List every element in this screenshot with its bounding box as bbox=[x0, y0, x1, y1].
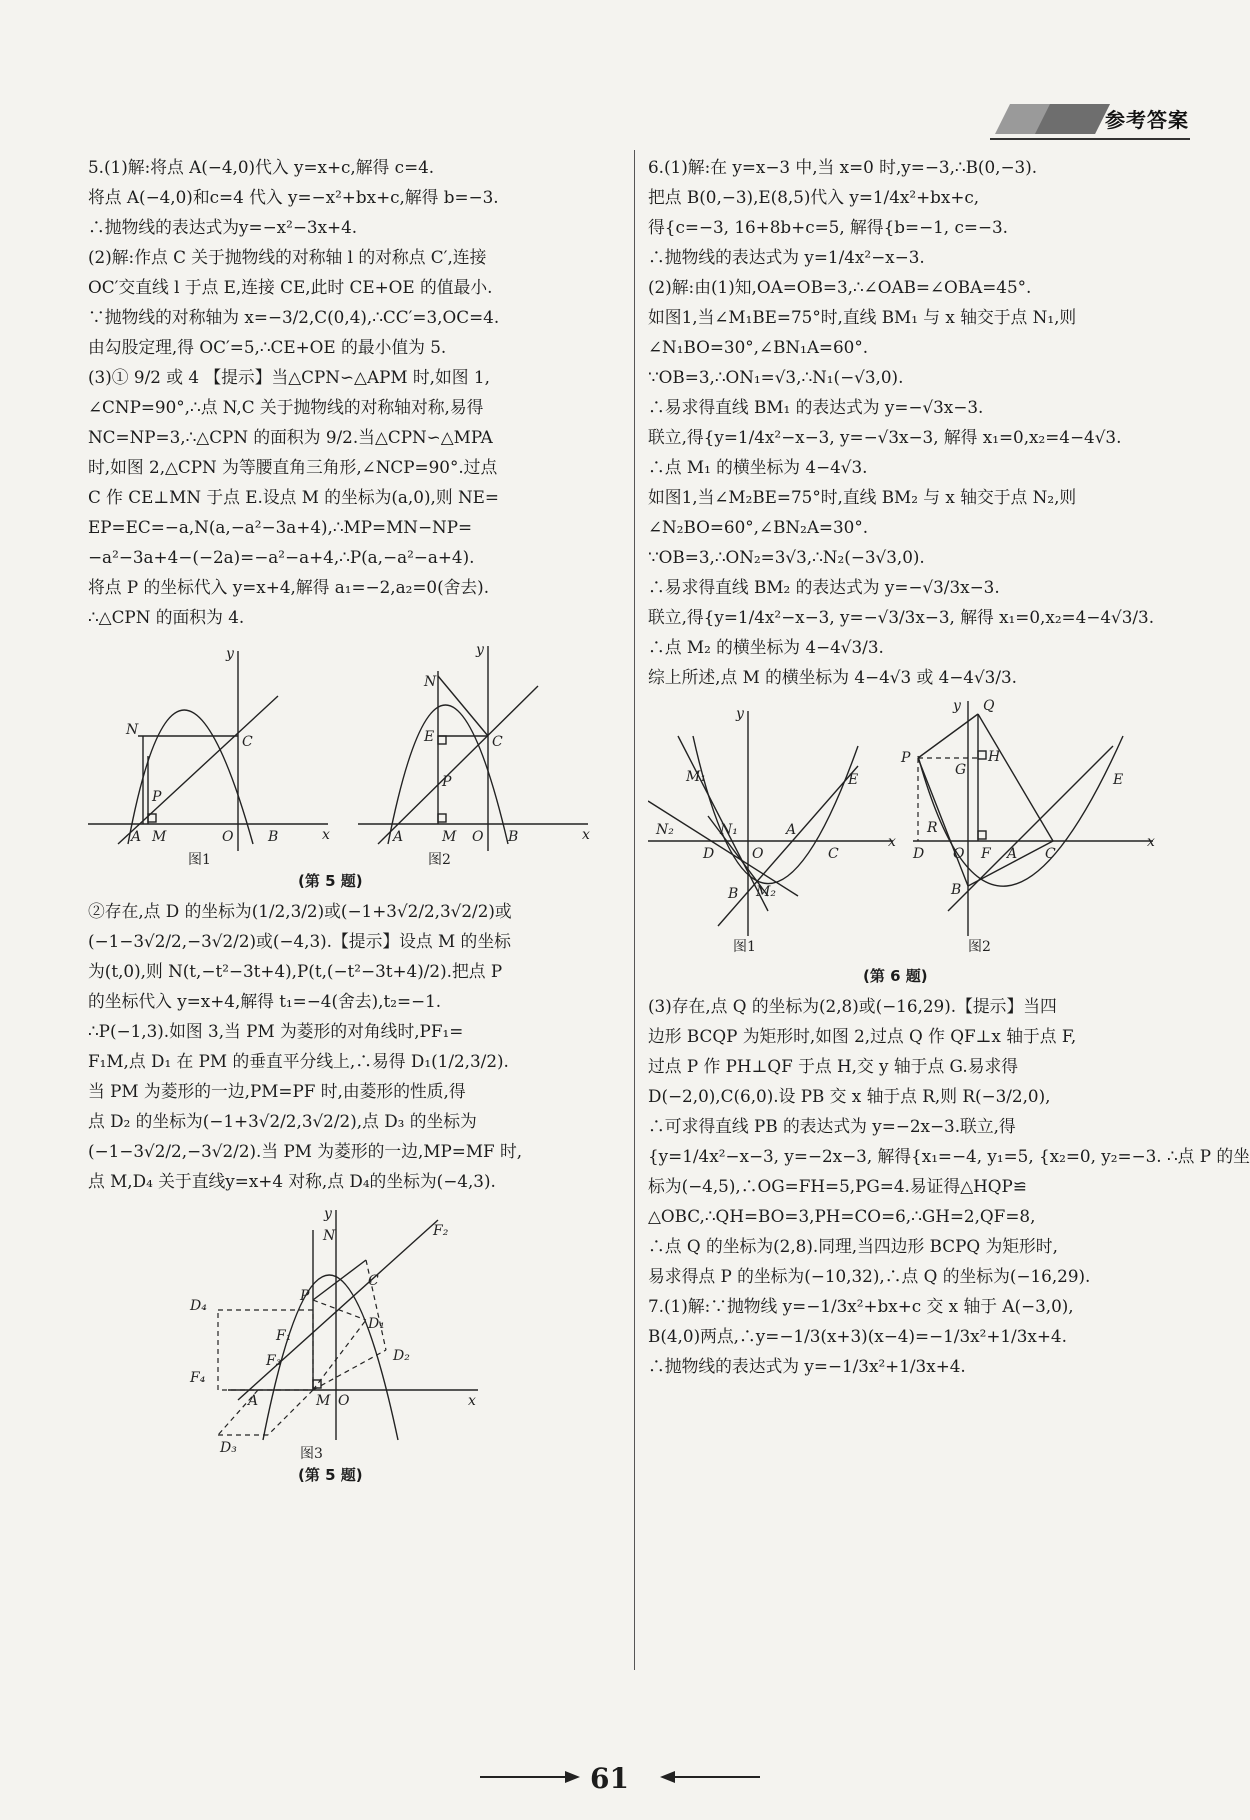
fig1-x-label: x bbox=[322, 827, 330, 843]
q6f1-D-label: D bbox=[703, 846, 715, 862]
q5-line: −a²−3a+4−(−2a)=−a²−a+4,∴P(a,−a²−a+4). bbox=[88, 547, 475, 567]
q5b-line: 为(t,0),则 N(t,−t²−3t+4),P(t,(−t²−3t+4)/2).把点 P bbox=[88, 961, 503, 981]
q5-line: ∴抛物线的表达式为y=−x²−3x+4. bbox=[88, 217, 358, 237]
fig2-P-label: P bbox=[442, 774, 452, 790]
fig3-O-label: O bbox=[338, 1393, 350, 1409]
fig1-B-label: B bbox=[268, 829, 279, 845]
fig2-B-label: B bbox=[508, 829, 519, 845]
header-rule bbox=[990, 138, 1190, 140]
fig3-F4-label: F₄ bbox=[190, 1370, 206, 1386]
q6b-line: 标为(−4,5),∴OG=FH=5,PG=4.易证得△HQP≌ bbox=[648, 1176, 1027, 1196]
fig3-x-label: x bbox=[468, 1393, 476, 1409]
fig3-C-label: C bbox=[368, 1273, 379, 1289]
q6-caption: (第 6 题) bbox=[863, 967, 928, 985]
q6-line: ∠N₂BO=60°,∠BN₂A=30°. bbox=[648, 517, 869, 537]
header-title: 参考答案 bbox=[1105, 108, 1189, 132]
page-number-ornament-left bbox=[480, 1770, 580, 1784]
q5-line: C 作 CE⊥MN 于点 E.设点 M 的坐标为(a,0),则 NE= bbox=[88, 487, 499, 507]
q5b-line: F₁M,点 D₁ 在 PM 的垂直平分线上,∴易得 D₁(1/2,3/2). bbox=[88, 1051, 509, 1071]
fig3-F3-label: F₃ bbox=[266, 1353, 282, 1369]
fig1-M-label: M bbox=[152, 829, 167, 845]
fig1-N-label: N bbox=[126, 722, 139, 738]
q6f1-B-label: B bbox=[728, 886, 739, 902]
left-column bbox=[88, 152, 628, 1490]
fig2-x-label: x bbox=[582, 827, 590, 843]
q5-line: 时,如图 2,△CPN 为等腰直角三角形,∠NCP=90°.过点 bbox=[88, 457, 498, 477]
fig3-M-label: M bbox=[316, 1393, 331, 1409]
q6-line: 综上所述,点 M 的横坐标为 4−4√3 或 4−4√3/3. bbox=[648, 667, 1018, 687]
q6b-line: D(−2,0),C(6,0).设 PB 交 x 轴于点 R,则 R(−3/2,0), bbox=[648, 1086, 1051, 1106]
q6-line: 联立,得{y=1/4x²−x−3, y=−√3x−3, 解得 x₁=0,x₂=4−4√3. bbox=[648, 427, 1122, 447]
q5b-line: ②存在,点 D 的坐标为(1/2,3/2)或(−1+3√2/2,3√2/2)或 bbox=[88, 901, 512, 921]
figure-1 bbox=[88, 651, 328, 851]
q6-line: ∴易求得直线 BM₂ 的表达式为 y=−√3/3x−3. bbox=[648, 577, 1000, 597]
q6f1-M1-label: M₁ bbox=[686, 769, 706, 785]
q5b-line: 的坐标代入 y=x+4,解得 t₁=−4(舍去),t₂=−1. bbox=[88, 991, 442, 1011]
q6f2-y-label: y bbox=[953, 698, 961, 714]
q6f1-C-label: C bbox=[828, 846, 839, 862]
q6f1-y-label: y bbox=[736, 706, 744, 722]
q6f2-O-label: O bbox=[953, 846, 965, 862]
fig2-A-label: A bbox=[393, 829, 404, 845]
q6f2-E-label: E bbox=[1113, 772, 1124, 788]
q6f1-A-label: A bbox=[786, 822, 797, 838]
fig3-P-label: P bbox=[300, 1288, 310, 1304]
q6f1-M2-label: M₂ bbox=[756, 884, 776, 900]
q6-line: 6.(1)解:在 y=x−3 中,当 x=0 时,y=−3,∴B(0,−3). bbox=[648, 157, 1038, 177]
q5-caption-1: (第 5 题) bbox=[298, 872, 363, 890]
q5-line: ∵抛物线的对称轴为 x=−3/2,C(0,4),∴CC′=3,OC=4. bbox=[88, 307, 500, 327]
q6-line: ∴抛物线的表达式为 y=1/4x²−x−3. bbox=[648, 247, 925, 267]
right-column bbox=[648, 152, 1250, 1381]
q6f2-H-label: H bbox=[988, 749, 1001, 765]
q6f1-O-label: O bbox=[752, 846, 764, 862]
q5-line: 将点 A(−4,0)和c=4 代入 y=−x²+bx+c,解得 b=−3. bbox=[88, 187, 499, 207]
q6f2-x-label: x bbox=[1147, 834, 1155, 850]
figure-2 bbox=[358, 646, 588, 851]
q6f2-F-label: F bbox=[981, 846, 991, 862]
q6b-line: (3)存在,点 Q 的坐标为(2,8)或(−16,29).【提示】当四 bbox=[648, 996, 1057, 1016]
q7-line: 7.(1)解:∵抛物线 y=−1/3x²+bx+c 交 x 轴于 A(−3,0), bbox=[648, 1296, 1074, 1316]
q5b-line: ∴P(−1,3).如图 3,当 PM 为菱形的对角线时,PF₁= bbox=[88, 1021, 464, 1041]
fig3-D1-label: D₁ bbox=[368, 1316, 385, 1332]
q6-line: ∴点 M₂ 的横坐标为 4−4√3/3. bbox=[648, 637, 884, 657]
q5-line: 由勾股定理,得 OC′=5,∴CE+OE 的最小值为 5. bbox=[88, 337, 447, 357]
q7-line: B(4,0)两点,∴y=−1/3(x+3)(x−4)=−1/3x²+1/3x+4. bbox=[648, 1326, 1067, 1346]
fig3-y-label: y bbox=[324, 1206, 332, 1222]
fig2-M-label: M bbox=[442, 829, 457, 845]
q5-line: NC=NP=3,∴△CPN 的面积为 9/2.当△CPN∽△MPA bbox=[88, 427, 493, 447]
q6f2-D-label: D bbox=[913, 846, 925, 862]
q6b-line: ∴点 Q 的坐标为(2,8).同理,当四边形 BCPQ 为矩形时, bbox=[648, 1236, 1058, 1256]
q6b-line: ∴可求得直线 PB 的表达式为 y=−2x−3.联立,得 bbox=[648, 1116, 1016, 1136]
fig2-E-label: E bbox=[424, 729, 435, 745]
fig3-D2-label: D₂ bbox=[393, 1348, 410, 1364]
q5b-line: (−1−3√2/2,−3√2/2).当 PM 为菱形的一边,MP=MF 时, bbox=[88, 1141, 523, 1161]
q5-line: 5.(1)解:将点 A(−4,0)代入 y=x+c,解得 c=4. bbox=[88, 157, 435, 177]
fig1-y-label: y bbox=[226, 646, 234, 662]
q6-line: ∵OB=3,∴ON₂=3√3,∴N₂(−3√3,0). bbox=[648, 547, 925, 567]
fig1-O-label: O bbox=[222, 829, 234, 845]
q6-line: ∴易求得直线 BM₁ 的表达式为 y=−√3x−3. bbox=[648, 397, 984, 417]
page-number-ornament-right bbox=[660, 1770, 760, 1784]
fig1-P-label: P bbox=[152, 789, 162, 805]
q6-line: ∵OB=3,∴ON₁=√3,∴N₁(−√3,0). bbox=[648, 367, 904, 387]
q6f1-N1-label: N₁ bbox=[720, 822, 738, 838]
q5-line: (2)解:作点 C 关于抛物线的对称轴 l 的对称点 C′,连接 bbox=[88, 247, 487, 267]
q5b-line: 当 PM 为菱形的一边,PM=PF 时,由菱形的性质,得 bbox=[88, 1081, 466, 1101]
q6f2-A-label: A bbox=[1007, 846, 1018, 862]
q6f2-R-label: R bbox=[927, 820, 938, 836]
fig3-D3-label: D₃ bbox=[220, 1440, 237, 1456]
q6f2-Q-label: Q bbox=[983, 698, 995, 714]
q6-line: 把点 B(0,−3),E(8,5)代入 y=1/4x²+bx+c, bbox=[648, 187, 980, 207]
fig3-A-label: A bbox=[248, 1393, 259, 1409]
q5-line: ∠CNP=90°,∴点 N,C 关于抛物线的对称轴对称,易得 bbox=[88, 397, 484, 417]
q5-caption-2: (第 5 题) bbox=[298, 1466, 363, 1484]
q5-line: ∴△CPN 的面积为 4. bbox=[88, 607, 245, 627]
q5-line: EP=EC=−a,N(a,−a²−3a+4),∴MP=MN−NP= bbox=[88, 517, 473, 537]
fig3-N-label: N bbox=[323, 1228, 336, 1244]
fig3-caption: 图3 bbox=[300, 1446, 323, 1460]
q6-line: (2)解:由(1)知,OA=OB=3,∴∠OAB=∠OBA=45°. bbox=[648, 277, 1032, 297]
q6-line: ∠N₁BO=30°,∠BN₁A=60°. bbox=[648, 337, 869, 357]
q6-line: 如图1,当∠M₂BE=75°时,直线 BM₂ 与 x 轴交于点 N₂,则 bbox=[648, 487, 1077, 507]
fig1-caption: 图1 bbox=[188, 852, 211, 866]
column-divider bbox=[634, 150, 635, 1670]
q6b-line: 过点 P 作 PH⊥QF 于点 H,交 y 轴于点 G.易求得 bbox=[648, 1056, 1019, 1076]
q5b-line: 点 M,D₄ 关于直线y=x+4 对称,点 D₄的坐标为(−4,3). bbox=[88, 1171, 496, 1191]
q6f1-E-label: E bbox=[848, 772, 859, 788]
q5-line: (3)① 9/2 或 4 【提示】当△CPN∽△APM 时,如图 1, bbox=[88, 367, 490, 387]
q6b-line: 边形 BCQP 为矩形时,如图 2,过点 Q 作 QF⊥x 轴于点 F, bbox=[648, 1026, 1077, 1046]
q7-line: ∴抛物线的表达式为 y=−1/3x²+1/3x+4. bbox=[648, 1356, 966, 1376]
q5-line: OC′交直线 l 于点 E,连接 CE,此时 CE+OE 的值最小. bbox=[88, 277, 493, 297]
page-number: 61 bbox=[590, 1762, 629, 1795]
q6f2-B-label: B bbox=[951, 882, 962, 898]
fig2-O-label: O bbox=[472, 829, 484, 845]
q6f2-G-label: G bbox=[955, 762, 967, 778]
fig3-F1-label: F₁ bbox=[276, 1328, 292, 1344]
q6f1-caption: 图1 bbox=[733, 939, 756, 955]
q6b-line: △OBC,∴QH=BO=3,PH=CO=6,∴GH=2,QF=8, bbox=[648, 1206, 1036, 1226]
q6f1-x-label: x bbox=[888, 834, 896, 850]
q6-line: 联立,得{y=1/4x²−x−3, y=−√3/3x−3, 解得 x₁=0,x₂=4−4√3/3. bbox=[648, 607, 1155, 627]
fig2-y-label: y bbox=[476, 642, 484, 658]
fig2-N-label: N bbox=[424, 674, 437, 690]
q6-line: 得{c=−3, 16+8b+c=5, 解得{b=−1, c=−3. bbox=[648, 217, 1009, 237]
fig3-F2-label: F₂ bbox=[433, 1223, 449, 1239]
q6-figures bbox=[648, 696, 1188, 961]
q5b-line: (−1−3√2/2,−3√2/2)或(−4,3).【提示】设点 M 的坐标 bbox=[88, 931, 511, 951]
q5-figures-1-2 bbox=[88, 636, 618, 866]
fig1-C-label: C bbox=[242, 734, 253, 750]
fig3-D4-label: D₄ bbox=[190, 1298, 207, 1314]
q6f2-caption: 图2 bbox=[968, 939, 991, 955]
fig1-A-label: A bbox=[131, 829, 142, 845]
q6-line: 如图1,当∠M₁BE=75°时,直线 BM₁ 与 x 轴交于点 N₁,则 bbox=[648, 307, 1077, 327]
fig2-caption: 图2 bbox=[428, 852, 451, 866]
q5b-line: 点 D₂ 的坐标为(−1+3√2/2,3√2/2),点 D₃ 的坐标为 bbox=[88, 1111, 477, 1131]
q5-line: 将点 P 的坐标代入 y=x+4,解得 a₁=−2,a₂=0(舍去). bbox=[88, 577, 490, 597]
q6b-line: {y=1/4x²−x−3, y=−2x−3, 解得{x₁=−4, y₁=5, {x₂=0, y₂=−3. ∴点 P 的坐 bbox=[648, 1146, 1250, 1166]
q6b-line: 易求得点 P 的坐标为(−10,32),∴点 Q 的坐标为(−16,29). bbox=[648, 1266, 1091, 1286]
fig2-C-label: C bbox=[492, 734, 503, 750]
q6f2-C-label: C bbox=[1045, 846, 1056, 862]
q6f2-P-label: P bbox=[901, 750, 911, 766]
q6f1-N2-label: N₂ bbox=[656, 822, 674, 838]
q6-line: ∴点 M₁ 的横坐标为 4−4√3. bbox=[648, 457, 868, 477]
q5-figure-3 bbox=[88, 1200, 618, 1460]
